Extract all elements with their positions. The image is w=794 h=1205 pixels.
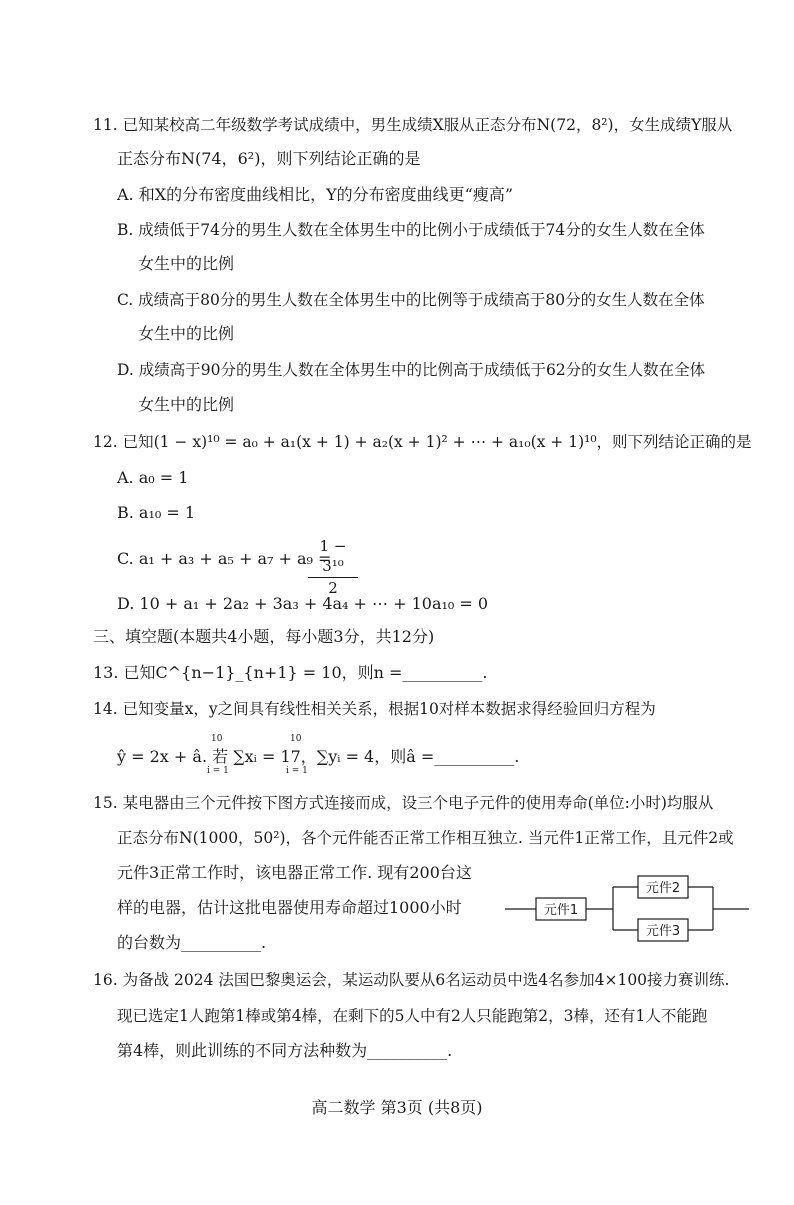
q15-stem-line3: 元件3正常工作时，该电器正常工作. 现有200台这 xyxy=(117,863,472,882)
section3-title: 三、填空题(本题共4小题，每小题3分，共12分) xyxy=(93,627,435,646)
q11-option-b-line2: 女生中的比例 xyxy=(138,254,235,273)
q16-stem-line1: 16. 为备战 2024 法国巴黎奥运会，某运动队要从6名运动员中选4名参加4×100接力赛训练. xyxy=(93,971,730,989)
fraction-denominator: 2 xyxy=(328,579,338,597)
element2-label: 元件2 xyxy=(645,881,681,896)
q11-option-d-line2: 女生中的比例 xyxy=(138,395,235,414)
q16-stem-line2: 现已选定1人跑第1棒或第4棒，在剩下的5人中有2人只能跑第2，3棒，还有1人不能跑 xyxy=(117,1007,708,1025)
q15-stem-line1: 15. 某电器由三个元件按下图方式连接而成，设三个电子元件的使用寿命(单位:小时)均服从 xyxy=(93,794,714,812)
q14-stem-line2: ŷ = 2x + â. 若 ∑xᵢ = 17，∑yᵢ = 4，则â =__________. xyxy=(117,747,520,766)
q11-option-b-line1: B. 成绩低于74分的男生人数在全体男生中的比例小于成绩低于74分的女生人数在全体 xyxy=(117,221,705,239)
q12-option-c: C. a₁ + a₃ + a₅ + a₇ + a₉ = xyxy=(117,549,332,568)
q15-stem-line5: 的台数为__________. xyxy=(117,933,267,952)
q11-option-a: A. 和X的分布密度曲线相比，Y的分布密度曲线更“瘦高” xyxy=(117,185,514,204)
q15-stem-line4: 样的电器，估计这批电器使用寿命超过1000小时 xyxy=(117,898,462,917)
q15-stem-line2: 正态分布N(1000，50²)，各个元件能否正常工作相互独立. 当元件1正常工作，且元件2或 xyxy=(117,829,734,847)
q12-stem: 12. 已知(1 − x)¹⁰ = a₀ + a₁(x + 1) + a₂(x + 1)² + ⋯ + a₁₀(x + 1)¹⁰，则下列结论正确的是 xyxy=(93,433,752,451)
q12-option-d: D. 10 + a₁ + 2a₂ + 3a₃ + 4a₄ + ⋯ + 10a₁₀ = 0 xyxy=(117,594,489,613)
element3-label: 元件3 xyxy=(645,924,681,939)
fraction-numerator: 1 − 3¹⁰ xyxy=(308,536,358,578)
q12-option-a: A. a₀ = 1 xyxy=(117,468,189,487)
q14-stem-line1: 14. 已知变量x，y之间具有线性相关关系，根据10对样本数据求得经验回归方程为 xyxy=(93,700,656,718)
q12-option-b: B. a₁₀ = 1 xyxy=(117,503,196,522)
q11-option-c-line1: C. 成绩高于80分的男生人数在全体男生中的比例等于成绩高于80分的女生人数在全体 xyxy=(117,291,705,309)
q11-stem-line2: 正态分布N(74，6²)，则下列结论正确的是 xyxy=(117,149,421,168)
q11-stem-line1: 11. 已知某校高二年级数学考试成绩中，男生成绩X服从正态分布N(72，8²)，女生成绩Y服从 xyxy=(93,116,733,134)
page-footer: 高二数学 第3页 (共8页) xyxy=(311,1098,483,1117)
q13-stem: 13. 已知C^{n−1}_{n+1} = 10，则n =__________. xyxy=(93,663,488,682)
q14-sum2-upper: 10 xyxy=(290,734,302,744)
q11-option-d-line1: D. 成绩高于90分的男生人数在全体男生中的比例高于成绩低于62分的女生人数在全体 xyxy=(117,361,706,379)
q11-option-c-line2: 女生中的比例 xyxy=(138,324,235,343)
element1-label: 元件1 xyxy=(543,903,579,918)
q12-option-c-fraction xyxy=(308,536,358,598)
q14-sum1-lower: i = 1 xyxy=(207,766,229,776)
q14-sum2-lower: i = 1 xyxy=(286,766,308,776)
circuit-diagram xyxy=(505,872,755,948)
q14-sum1-upper: 10 xyxy=(211,734,223,744)
q16-stem-line3: 第4棒，则此训练的不同方法种数为__________. xyxy=(117,1041,453,1060)
